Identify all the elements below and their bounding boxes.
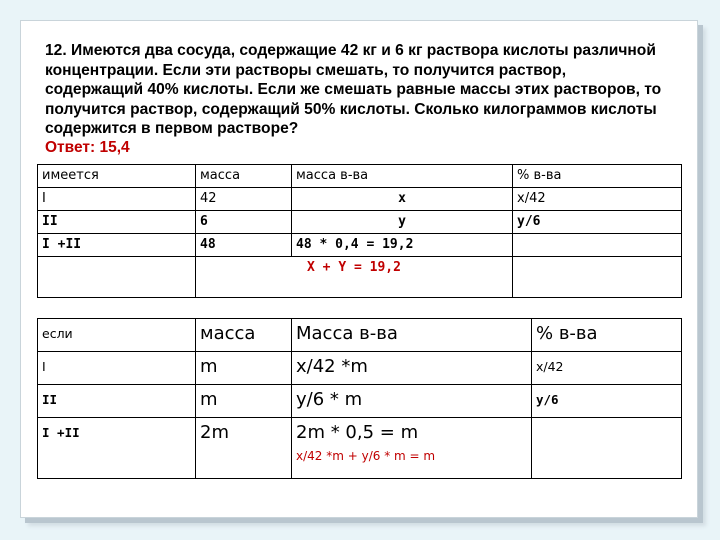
problem-line: содержащий 40% кислоты. Если же смешать равные массы этих растворов, то xyxy=(45,81,662,98)
header-cell: масса xyxy=(196,319,292,352)
empty-cell xyxy=(513,257,682,298)
percent-cell: y/6 xyxy=(532,385,682,418)
problem-line: получится раствор, содержащий 50% кислоты. Сколько килограммов кислоты xyxy=(45,100,657,118)
problem-line: содержится в первом растворе? xyxy=(45,120,299,137)
row-label: I +II xyxy=(38,418,196,479)
answer-text: Ответ: 15,4 xyxy=(45,139,130,156)
empty-cell xyxy=(38,257,196,298)
mass-cell: 48 xyxy=(196,234,292,257)
table-row xyxy=(38,211,682,234)
table-header-row xyxy=(38,319,682,352)
problem-line: концентрации. Если эти растворы смешать, то получится раствор, xyxy=(45,61,567,79)
row-label: II xyxy=(38,385,196,418)
table-equal-mass xyxy=(37,318,682,479)
header-cell: имеется xyxy=(38,165,196,188)
table-row xyxy=(38,234,682,257)
row-label: I xyxy=(38,352,196,385)
percent-cell: x/42 xyxy=(513,188,682,211)
mass-cell: 2m xyxy=(196,418,292,479)
table-initial xyxy=(37,164,682,298)
substance-mass-cell: y/6 * m xyxy=(292,385,532,418)
table-row xyxy=(38,188,682,211)
substance-mass-cell: x xyxy=(292,188,513,211)
mass-cell: m xyxy=(196,385,292,418)
header-cell: если xyxy=(38,319,196,352)
final-equation: x/42 *m + y/6 * m = m xyxy=(296,449,436,463)
row-label: I xyxy=(38,188,196,211)
problem-text xyxy=(45,41,685,139)
table-row xyxy=(38,352,682,385)
problem-line: 12. Имеются два сосуда, содержащие 42 кг и 6 кг раствора кислоты различной xyxy=(45,42,656,59)
table-row xyxy=(38,385,682,418)
header-cell: масса xyxy=(196,165,292,188)
slide xyxy=(20,20,698,518)
combined-mass-equation: 2m * 0,5 = m xyxy=(296,422,419,443)
row-label: I +II xyxy=(38,234,196,257)
substance-mass-cell: 48 * 0,4 = 19,2 xyxy=(292,234,513,257)
mass-cell: 6 xyxy=(196,211,292,234)
table-row xyxy=(38,257,682,298)
percent-cell xyxy=(532,418,682,479)
row-label: II xyxy=(38,211,196,234)
table-header-row xyxy=(38,165,682,188)
header-cell: % в-ва xyxy=(513,165,682,188)
percent-cell: y/6 xyxy=(513,211,682,234)
header-cell: масса в-ва xyxy=(292,165,513,188)
header-cell: % в-ва xyxy=(532,319,682,352)
percent-cell xyxy=(513,234,682,257)
header-cell: Масса в-ва xyxy=(292,319,532,352)
sum-equation: X + Y = 19,2 xyxy=(196,257,513,298)
table-row xyxy=(38,418,682,479)
percent-cell: x/42 xyxy=(532,352,682,385)
mass-cell: m xyxy=(196,352,292,385)
substance-mass-cell: x/42 *m xyxy=(292,352,532,385)
substance-mass-cell xyxy=(292,418,532,479)
mass-cell: 42 xyxy=(196,188,292,211)
substance-mass-cell: y xyxy=(292,211,513,234)
